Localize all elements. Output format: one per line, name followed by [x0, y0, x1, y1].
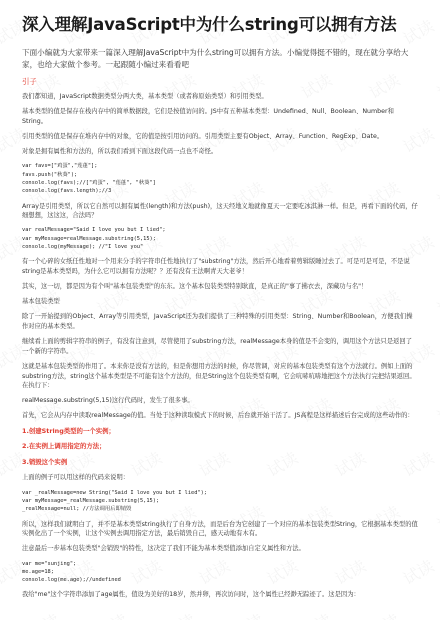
section-label: 引子 — [22, 77, 37, 86]
step-item: 3.销毁这个实例 — [22, 457, 68, 466]
subheading: 基本包装类型 — [22, 298, 60, 306]
paragraph: 其实，这一切，都是因为有个叫"基本包装类型"的东东。这个基本包装类型特别耿直，是真正的"事了拂衣去，深藏功与名"！ — [22, 282, 368, 290]
paragraph: realMessage.substring(5,15)这行代码时，发生了很多事。 — [22, 397, 194, 405]
watermark-text — [432, 608, 440, 620]
watermark-text — [432, 176, 440, 212]
watermark-text — [432, 284, 440, 320]
step-item: 1.创建String类型的一个实例； — [22, 426, 115, 435]
watermark-text — [92, 608, 131, 620]
step-item: 2.在实例上调用指定的方法； — [22, 442, 106, 451]
paragraph: 基本类型的值是保存在栈内存中的简单数据段，它们是按值访问的。JS中有五种基本类型：Undefined、Null、Boolean、Number和String。 — [22, 108, 394, 125]
watermark-text — [364, 608, 403, 620]
paragraph: 我们都知道，JavaScript数据类型分两大类，基本类型（或者称原始类型）和引用类型。 — [22, 93, 268, 100]
watermark-text — [296, 608, 335, 620]
code-block: var favs=["鸡蛋","莲蓬"]; favs.push("秋葵"); console.log(favs);//["鸡蛋", "莲蓬", "秋葵"] console.log(favs.length);//3 — [22, 163, 156, 195]
watermark-text — [432, 500, 440, 536]
paragraph: Array是引用类型，所以它自然可以拥有属性(length)和方法(push)，这天经地义地就像夏天一定要吃冰淇淋一样。但是，再看下面的代码，仔细想想，这这这，合法吗？ — [22, 202, 418, 220]
watermark-text — [432, 68, 440, 104]
watermark-text — [432, 392, 440, 428]
paragraph: 继续看上面的剪辑字符串的例子，有没有注意到，尽管使用了substring方法，realMessage本身的值是不会变的，调用这个方法只是返回了一个新的字符串。 — [22, 338, 413, 355]
code-block: var realMessage="Said I love you but I lied"; var myMessage=realMessage.substring(5,15); console.log(myMessage); //"I love you" — [22, 227, 166, 250]
article-intro: 下面小编就为大家带来一篇深入理解JavaScript中为什么string可以拥有方法。小编觉得挺不错的，现在就分享给大家，也给大家做个参考。一起跟随小编过来看看吧 — [22, 48, 409, 69]
watermark-text — [24, 608, 63, 620]
paragraph: 注意最后一步基本包装类型"会销毁"的特性，这决定了我们不能为基本类型值添加自定义属性和方法。 — [22, 545, 305, 553]
paragraph: 引用类型的值是保存在堆内存中的对象，它的值是按引用访问的。引用类型主要有Object、Array、Function、RegExp、Date。 — [22, 132, 384, 140]
watermark-text — [160, 608, 199, 620]
paragraph: 所以，这样我们就明白了，并不是基本类型string执行了自身方法，而是后台为它创建了一个对应的基本包装类型String，它根据基本类型的值实例化出了一个实例，让这个实例去调用指定方法，最后销毁自己，感天动地有木有。 — [22, 520, 418, 538]
paragraph: 除了一开始提到的Object、Array等引用类型，JavaScript还为我们提供了三种特殊的引用类型：String、Number和Boolean，方便我们操作对应的基本类型。 — [22, 313, 413, 330]
article-title: 深入理解JavaScript中为什么string可以拥有方法 — [22, 15, 397, 34]
code-block: var me="sunjing"; me.age=18; console.log(me.age);//undefined — [22, 560, 121, 584]
paragraph: 上面的例子可以用这样的代码来说明： — [22, 474, 130, 482]
code-block: var _realMessage=new String("Said I love you but I lied"); var myMessage=_realMessage.substring(5,15); _realMessage=null; //方法调用后即销毁 — [22, 489, 207, 513]
paragraph: 有一个心碎的女纸任性地对一个用来分手的字符串任性地执行了"substring"方法，然后开心地看着剪辑版睡过去了。可是可是可是，不是说string是基本类型吗，为什么它可以拥有方法呢？？还有没有王法啊青天大老爷！ — [22, 258, 410, 275]
paragraph: 对象是拥有属性和方法的，所以我们看到下面这段代码一点也不奇怪。 — [22, 148, 218, 156]
paragraph: 首先，它会从内存中读取realMessage的值。当处于这种读取模式下的时候，后台就开始干活了。JS高程是这样描述后台完成的这些动作的： — [22, 412, 414, 420]
watermark-text — [228, 608, 267, 620]
paragraph: 这就是基本包装类型的作用了。本来你是没有方法的，但是你想用方法的时候，你尽管调，对应的基本包装类型有这个方法就行。例如上面的substring方法，string这个基本类型是不可能有这个方法的，但是String这个包装类型有啊，它会吭哧吭哧地把这个方法执行完把结果返回。在执行下： — [22, 362, 416, 390]
paragraph: 我给"me"这个字符串添加了age属性，值设为美好的18岁，然并卵，再次访问时，这个属性已经渺无踪迹了。这是因为： — [22, 591, 360, 599]
